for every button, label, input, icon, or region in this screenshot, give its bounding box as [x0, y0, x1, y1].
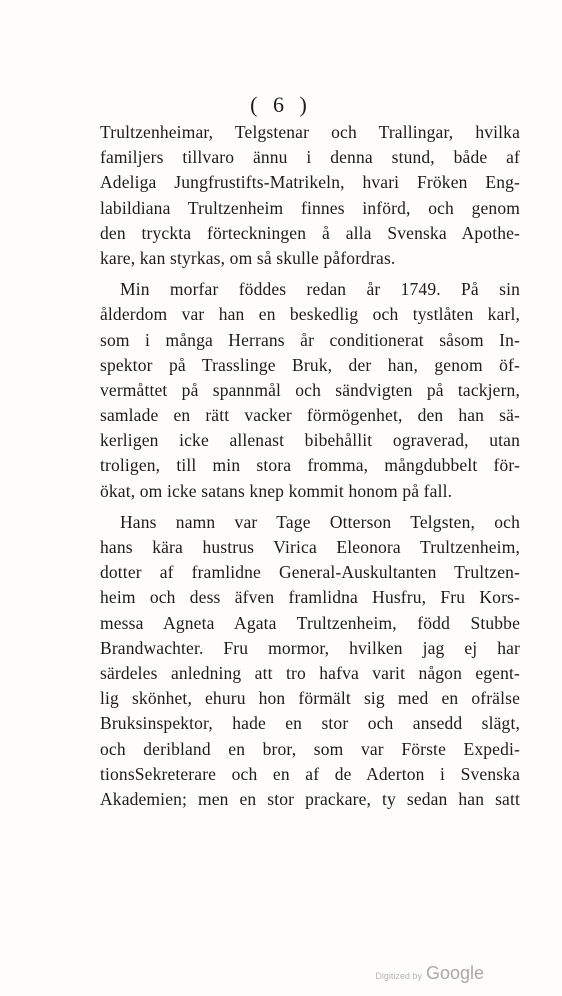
text-line: lig skönhet, ehuru hon förmält sig med en ofrälse	[100, 688, 520, 709]
text-line: vermåttet på spannmål och sändvigten på tackjern,	[100, 379, 520, 400]
text-line: kerligen icke allenast bibehållit ograverad, utan	[100, 430, 520, 451]
text-line: Min morfar föddes redan år 1749. På sin	[120, 279, 520, 300]
paragraph-3	[100, 510, 520, 812]
text-line: den tryckta förteckningen å alla Svenska Apothe-	[100, 222, 520, 243]
text-line: messa Agneta Agata Trultzenheim, född Stubbe	[100, 612, 520, 633]
body-text	[100, 120, 520, 812]
text-line: Trultzenheimar, Telgstenar och Trallingar, hvilka	[100, 122, 520, 142]
paragraph-2	[100, 277, 520, 504]
text-line: och deribland en bror, som var Förste Expedi-	[100, 738, 520, 759]
page-number: ( 6 )	[250, 92, 312, 117]
text-line: tionsSekreterare och en af de Aderton i Svenska	[100, 763, 520, 784]
text-line: hans kära hustrus Virica Eleonora Trultzenheim,	[100, 537, 520, 557]
text-line: Bruksinspektor, hade en stor och ansedd slägt,	[100, 713, 520, 734]
text-line: labildiana Trultzenheim finnes införd, och genom	[100, 197, 520, 218]
text-line: ålderdom var han en beskedlig och tystlåten karl,	[100, 304, 520, 325]
text-line: Hans namn var Tage Otterson Telgsten, och	[120, 511, 520, 532]
paragraph-1	[100, 120, 520, 271]
text-line: Brandwachter. Fru mormor, hvilken jag ej har	[100, 637, 520, 658]
text-line: dotter af framlidne General-Auskultanten Trultzen-	[100, 562, 520, 583]
google-logo: Google	[425, 963, 484, 983]
text-line: spektor på Trasslinge Bruk, der han, genom öf-	[100, 354, 520, 375]
text-line: heim och dess äfven framlidna Husfru, Fru Kors-	[100, 587, 520, 608]
text-line: samlade en rätt vacker förmögenhet, den han sä-	[100, 405, 520, 426]
text-line: troligen, till min stora fromma, mångdubbelt för-	[100, 455, 520, 476]
digitized-label: Digitized by	[375, 971, 422, 981]
text-line: kare, kan styrkas, om så skulle påfordras.	[100, 247, 396, 268]
text-line: Akademien; men en stor prackare, ty sedan han satt	[100, 788, 520, 809]
text-line: familjers tillvaro ännu i denna stund, både af	[100, 147, 520, 168]
digitized-watermark	[375, 963, 484, 984]
text-line: Adeliga Jungfrustifts-Matrikeln, hvari Fröken Eng-	[100, 172, 520, 193]
text-line: ökat, om icke satans knep kommit honom på fall.	[100, 480, 453, 501]
text-line: särdeles anledning att tro hafva varit någon egent-	[100, 662, 520, 683]
text-line: som i många Herrans år conditionerat såsom In-	[100, 329, 520, 350]
